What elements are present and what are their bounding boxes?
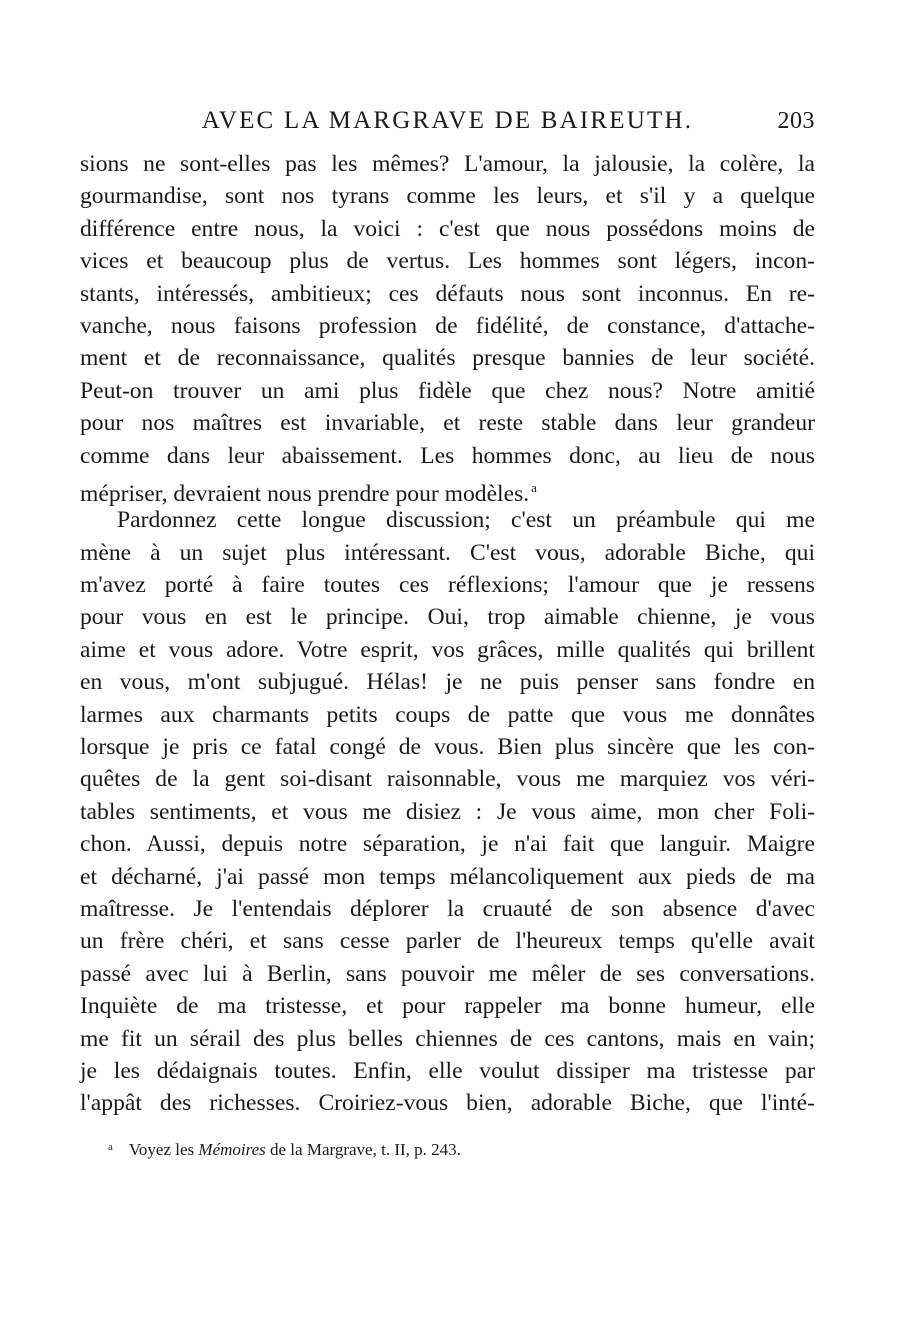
text-line: l'appât des richesses. Croiriez-vous bien, adorable Biche, que l'inté- [80, 1090, 815, 1117]
text-line: un frère chéri, et sans cesse parler de l'heureux temps qu'elle avait [80, 928, 815, 955]
text-line: ment et de reconnaissance, qualités presque bannies de leur société. [80, 345, 815, 372]
text-line: pour vous en est le principe. Oui, trop aimable chienne, je vous [80, 604, 815, 631]
page-number: 203 [777, 108, 815, 134]
text-line: lorsque je pris ce fatal congé de vous. Bien plus sincère que les con- [80, 734, 815, 761]
footnote-suffix: de la Margrave, t. II, p. 243. [270, 1140, 461, 1159]
text-line: mène à un sujet plus intéressant. C'est vous, adorable Biche, qui [80, 539, 815, 566]
footnote-reference[interactable]: a [531, 479, 537, 495]
paragraph-2 [80, 504, 815, 1119]
text-line: Peut-on trouver un ami plus fidèle que chez nous? Notre amitié [80, 377, 815, 404]
footnote [108, 1134, 461, 1163]
text-line: vanche, nous faisons profession de fidélité, de constance, d'attache- [80, 312, 815, 339]
footnote-title: Mémoires [198, 1140, 266, 1159]
text-line: me fit un sérail des plus belles chiennes de ces cantons, mais en vain; [80, 1025, 815, 1052]
text-line: différence entre nous, la voici : c'est que nous possédons moins de [80, 215, 815, 242]
text-line: gourmandise, sont nos tyrans comme les leurs, et s'il y a quelque [80, 183, 815, 210]
text-line-content: mépriser, devraient nous prendre pour modèles. [80, 480, 530, 507]
text-line: quêtes de la gent soi-disant raisonnable, vous me marquiez vos véri- [80, 766, 815, 793]
text-line: chon. Aussi, depuis notre séparation, je n'ai fait que languir. Maigre [80, 831, 815, 858]
running-title: AVEC LA MARGRAVE DE BAIREUTH. [201, 107, 694, 134]
text-line: aime et vous adore. Votre esprit, vos grâces, mille qualités qui brillent [80, 636, 815, 663]
text-line: vices et beaucoup plus de vertus. Les hommes sont légers, incon- [80, 248, 815, 275]
footnote-prefix: Voyez les [128, 1140, 195, 1159]
text-line: je les dédaignais toutes. Enfin, elle voulut dissiper ma tristesse par [80, 1057, 815, 1084]
text-line: et décharné, j'ai passé mon temps mélancoliquement aux pieds de ma [80, 863, 815, 890]
text-line: passé avec lui à Berlin, sans pouvoir me mêler de ses conversations. [80, 960, 815, 987]
text-line [80, 472, 815, 507]
text-line: maîtresse. Je l'entendais déplorer la cruauté de son absence d'avec [80, 895, 815, 922]
text-line: tables sentiments, et vous me disiez : Je vous aime, mon cher Foli- [80, 798, 815, 825]
text-line: en vous, m'ont subjugué. Hélas! je ne puis penser sans fondre en [80, 669, 815, 696]
body-text [80, 148, 815, 1120]
footnote-mark: a [108, 1141, 113, 1153]
text-line: Inquiète de ma tristesse, et pour rappeler ma bonne humeur, elle [80, 993, 815, 1020]
running-header [80, 104, 815, 138]
text-line: pour nos maîtres est invariable, et reste stable dans leur grandeur [80, 410, 815, 437]
text-line: stants, intéressés, ambitieux; ces défauts nous sont inconnus. En re- [80, 280, 815, 307]
text-line: sions ne sont-elles pas les mêmes? L'amour, la jalousie, la colère, la [80, 151, 815, 177]
paragraph-1 [80, 148, 815, 507]
text-line: larmes aux charmants petits coups de patte que vous me donnâtes [80, 701, 815, 728]
text-line: comme dans leur abaissement. Les hommes donc, au lieu de nous [80, 442, 815, 469]
text-line: Pardonnez cette longue discussion; c'est un préambule qui me [117, 507, 815, 534]
text-line: m'avez porté à faire toutes ces réflexions; l'amour que je ressens [80, 572, 815, 599]
